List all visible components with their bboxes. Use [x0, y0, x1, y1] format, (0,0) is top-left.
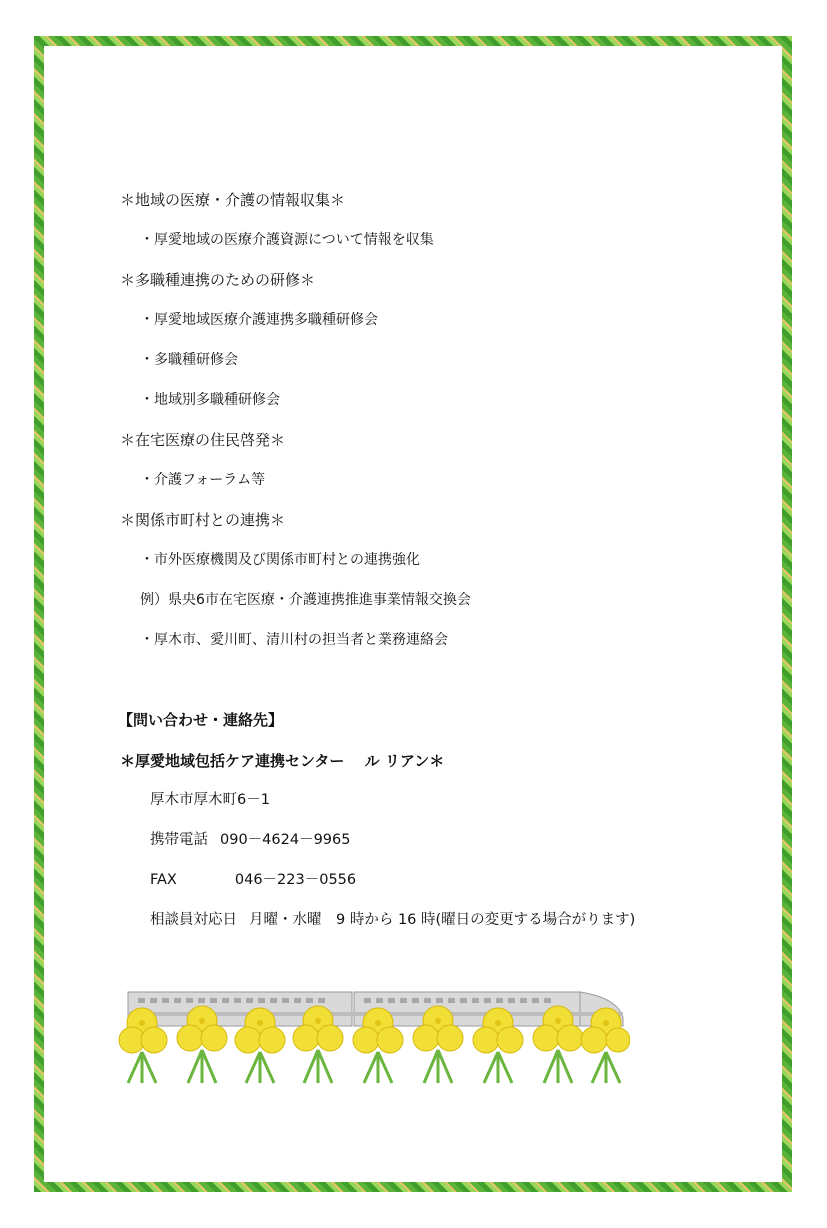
contact-fax-row: [150, 870, 356, 890]
section-heading-info-collection: ＊地域の医療・介護の情報収集＊: [120, 191, 346, 209]
contact-organization: ＊厚愛地域包括ケア連携センター ル リアン＊: [120, 752, 445, 770]
list-item: ・介護フォーラム等: [140, 472, 266, 488]
fax-label: FAX: [150, 872, 177, 888]
hours-text: 月曜・水曜 9 時から 16 時(曜日の変更する場合がります): [249, 912, 636, 928]
contact-hours-row: [150, 910, 635, 930]
phone-label: 携帯電話: [150, 832, 208, 848]
train-and-rapeseed-flowers-illustration: [118, 988, 630, 1088]
phone-number: 090－4624－9965: [220, 832, 351, 848]
section-heading-municipalities: ＊関係市町村との連携＊: [120, 511, 286, 529]
list-item: ・市外医療機関及び関係市町村との連携強化: [140, 552, 420, 568]
fax-number: 046－223－0556: [234, 872, 357, 888]
list-item: ・多職種研修会: [140, 352, 238, 368]
list-item: ・地域別多職種研修会: [140, 392, 280, 408]
section-heading-training: ＊多職種連携のための研修＊: [120, 271, 316, 289]
rapeseed-flower-icon: [119, 1006, 630, 1083]
hours-label: 相談員対応日: [150, 912, 237, 928]
list-item: ・厚愛地域の医療介護資源について情報を収集: [140, 232, 434, 248]
list-item: ・厚木市、愛川町、清川村の担当者と業務連絡会: [140, 632, 448, 648]
list-item: ・厚愛地域医療介護連携多職種研修会: [140, 312, 378, 328]
contact-address: 厚木市厚木町6－1: [150, 792, 270, 808]
contact-phone-row: [150, 830, 350, 850]
section-heading-residents: ＊在宅医療の住民啓発＊: [120, 431, 286, 449]
list-item: 例）県央6市在宅医療・介護連携推進事業情報交換会: [140, 592, 471, 608]
contact-title: 【問い合わせ・連絡先】: [118, 711, 284, 729]
